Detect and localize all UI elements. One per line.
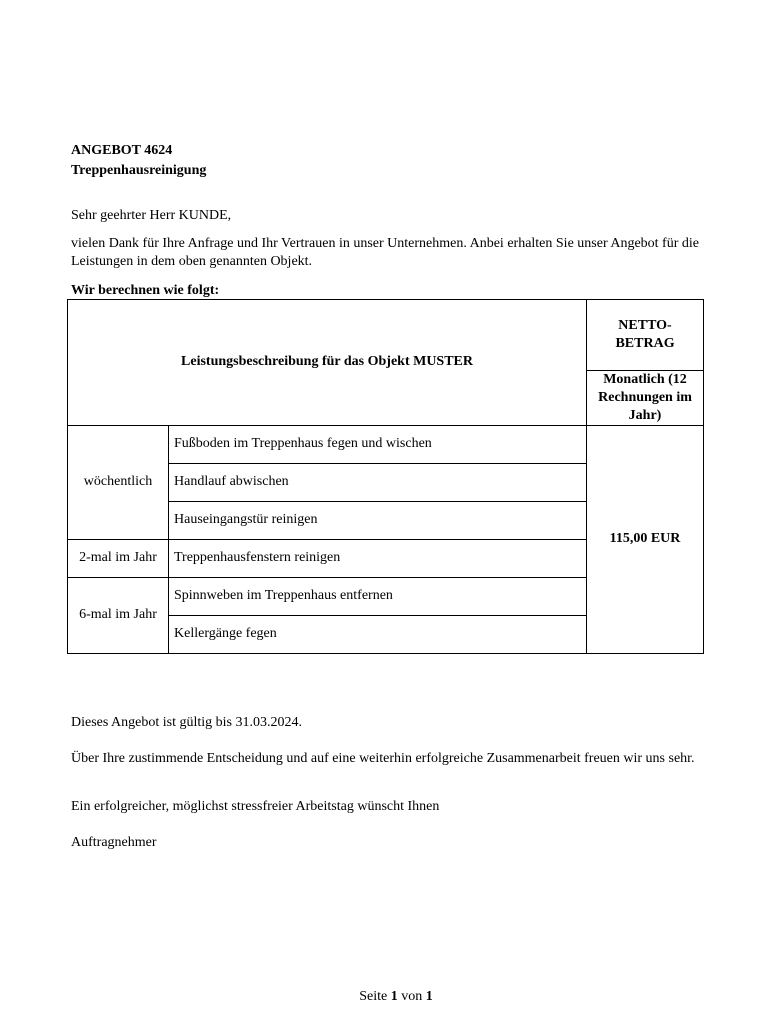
task-cell: Fußboden im Treppenhaus fegen und wischen — [169, 426, 587, 464]
signature-contractor: Auftragnehmer — [71, 835, 157, 850]
page-current: 1 — [390, 989, 398, 1004]
monthly-header — [587, 371, 704, 426]
table-row — [68, 426, 704, 464]
offer-subtitle: Treppenhausreinigung — [71, 163, 207, 178]
of-word: von — [401, 989, 423, 1004]
service-table — [67, 299, 704, 654]
net-amount-header-text: NETTO-BETRAG — [615, 317, 675, 351]
closing-wish: Ein erfolgreicher, möglichst stressfreier Arbeitstag wünscht Ihnen — [71, 799, 440, 814]
frequency-cell: wöchentlich — [68, 426, 169, 540]
task-cell: Hauseingangstür reinigen — [169, 502, 587, 540]
validity-note: Dieses Angebot ist gültig bis 31.03.2024. — [71, 715, 302, 730]
monthly-header-text: Monatlich (12 Rechnungen im Jahr) — [598, 372, 692, 423]
offer-title: ANGEBOT 4624 — [71, 143, 173, 158]
price-cell: 115,00 EUR — [587, 426, 704, 654]
task-cell: Treppenhausfenstern reinigen — [169, 540, 587, 578]
calculation-lead: Wir berechnen wie folgt: — [71, 283, 220, 298]
closing-paragraph: Über Ihre zustimmende Entscheidung und auf eine weiterhin erfolgreiche Zusammenarbeit freuen wir uns sehr. — [71, 751, 695, 766]
intro-paragraph: vielen Dank für Ihre Anfrage und Ihr Vertrauen in unser Unternehmen. Anbei erhalten Sie unser Angebot für die Leistungen in dem oben genannten Objekt. — [71, 236, 699, 269]
page-word: Seite — [359, 989, 388, 1004]
frequency-cell: 2-mal im Jahr — [68, 540, 169, 578]
page-total: 1 — [425, 989, 433, 1004]
task-cell: Kellergänge fegen — [169, 616, 587, 654]
net-amount-header — [587, 300, 704, 371]
page-footer — [0, 988, 768, 1006]
salutation: Sehr geehrter Herr KUNDE, — [71, 208, 232, 223]
title-block — [71, 141, 206, 181]
task-cell: Spinnweben im Treppenhaus entfernen — [169, 578, 587, 616]
task-cell: Handlauf abwischen — [169, 464, 587, 502]
frequency-cell: 6-mal im Jahr — [68, 578, 169, 654]
description-header: Leistungsbeschreibung für das Objekt MUSTER — [68, 300, 587, 426]
